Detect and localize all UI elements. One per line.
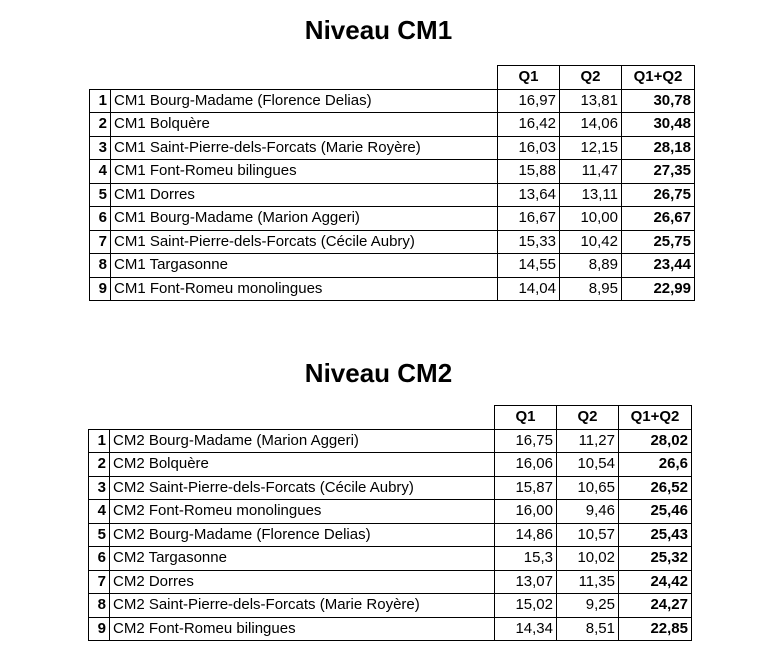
total-score-cell: 27,35 <box>622 160 695 184</box>
total-score-cell: 26,52 <box>619 476 692 500</box>
class-name-cell: CM1 Bourg-Madame (Florence Delias) <box>111 89 498 113</box>
q1-score-cell: 16,03 <box>498 136 560 160</box>
cm2-ranking-table <box>88 405 692 641</box>
rank-cell: 8 <box>89 594 110 618</box>
class-name-cell: CM1 Targasonne <box>111 254 498 278</box>
rank-cell: 4 <box>89 500 110 524</box>
table-row <box>90 160 695 184</box>
table-row <box>90 207 695 231</box>
q1-score-cell: 15,33 <box>498 230 560 254</box>
class-name-cell: CM1 Bolquère <box>111 113 498 137</box>
class-name-cell: CM1 Dorres <box>111 183 498 207</box>
q1-score-cell: 16,06 <box>495 453 557 477</box>
total-score-cell: 25,46 <box>619 500 692 524</box>
q2-score-cell: 10,54 <box>557 453 619 477</box>
q1-score-cell: 14,34 <box>495 617 557 641</box>
table-row <box>89 453 692 477</box>
q2-score-cell: 10,57 <box>557 523 619 547</box>
total-score-cell: 22,99 <box>622 277 695 301</box>
table-row <box>90 113 695 137</box>
rank-cell: 4 <box>90 160 111 184</box>
total-score-cell: 25,75 <box>622 230 695 254</box>
rank-cell: 2 <box>90 113 111 137</box>
q2-score-cell: 11,27 <box>557 429 619 453</box>
class-name-cell: CM2 Targasonne <box>110 547 495 571</box>
total-score-cell: 30,78 <box>622 89 695 113</box>
q2-score-cell: 10,42 <box>560 230 622 254</box>
header-row <box>89 406 692 430</box>
q2-score-cell: 12,15 <box>560 136 622 160</box>
class-name-cell: CM2 Dorres <box>110 570 495 594</box>
total-score-cell: 28,18 <box>622 136 695 160</box>
rank-cell: 6 <box>89 547 110 571</box>
q2-score-cell: 9,46 <box>557 500 619 524</box>
table-row <box>90 277 695 301</box>
q1-score-cell: 16,67 <box>498 207 560 231</box>
q2-score-cell: 10,65 <box>557 476 619 500</box>
header-blank <box>90 66 111 90</box>
class-name-cell: CM1 Saint-Pierre-dels-Forcats (Marie Royère) <box>111 136 498 160</box>
class-name-cell: CM2 Font-Romeu bilingues <box>110 617 495 641</box>
table-row <box>89 617 692 641</box>
q1-score-cell: 15,88 <box>498 160 560 184</box>
rank-cell: 7 <box>90 230 111 254</box>
total-score-cell: 25,43 <box>619 523 692 547</box>
cm2-title: Niveau CM2 <box>304 358 453 388</box>
header-q1: Q1 <box>498 66 560 90</box>
class-name-cell: CM2 Bourg-Madame (Marion Aggeri) <box>110 429 495 453</box>
q2-score-cell: 10,00 <box>560 207 622 231</box>
total-score-cell: 26,6 <box>619 453 692 477</box>
rank-cell: 9 <box>90 277 111 301</box>
rank-cell: 3 <box>89 476 110 500</box>
cm1-title: Niveau CM1 <box>304 15 453 45</box>
q2-score-cell: 8,95 <box>560 277 622 301</box>
header-q2: Q2 <box>560 66 622 90</box>
q1-score-cell: 14,86 <box>495 523 557 547</box>
header-total: Q1+Q2 <box>622 66 695 90</box>
table-row <box>89 429 692 453</box>
q1-score-cell: 16,75 <box>495 429 557 453</box>
total-score-cell: 28,02 <box>619 429 692 453</box>
q2-score-cell: 11,47 <box>560 160 622 184</box>
q2-score-cell: 13,11 <box>560 183 622 207</box>
table-row <box>89 523 692 547</box>
q1-score-cell: 16,97 <box>498 89 560 113</box>
table-row <box>90 254 695 278</box>
table-row <box>90 230 695 254</box>
table-row <box>90 183 695 207</box>
rank-cell: 3 <box>90 136 111 160</box>
class-name-cell: CM1 Font-Romeu monolingues <box>111 277 498 301</box>
rank-cell: 1 <box>89 429 110 453</box>
table-row <box>89 594 692 618</box>
rank-cell: 5 <box>90 183 111 207</box>
q2-score-cell: 8,89 <box>560 254 622 278</box>
total-score-cell: 23,44 <box>622 254 695 278</box>
class-name-cell: CM1 Font-Romeu bilingues <box>111 160 498 184</box>
header-blank <box>89 406 110 430</box>
header-q2: Q2 <box>557 406 619 430</box>
q1-score-cell: 13,64 <box>498 183 560 207</box>
table-row <box>89 476 692 500</box>
q1-score-cell: 15,3 <box>495 547 557 571</box>
class-name-cell: CM2 Saint-Pierre-dels-Forcats (Marie Royère) <box>110 594 495 618</box>
rank-cell: 6 <box>90 207 111 231</box>
table-row <box>90 136 695 160</box>
header-total: Q1+Q2 <box>619 406 692 430</box>
table-row <box>89 547 692 571</box>
cm1-ranking-table <box>89 65 695 301</box>
q1-score-cell: 14,04 <box>498 277 560 301</box>
class-name-cell: CM2 Saint-Pierre-dels-Forcats (Cécile Aubry) <box>110 476 495 500</box>
class-name-cell: CM1 Bourg-Madame (Marion Aggeri) <box>111 207 498 231</box>
total-score-cell: 30,48 <box>622 113 695 137</box>
q1-score-cell: 15,87 <box>495 476 557 500</box>
header-blank <box>110 406 495 430</box>
rank-cell: 8 <box>90 254 111 278</box>
q1-score-cell: 14,55 <box>498 254 560 278</box>
class-name-cell: CM2 Bourg-Madame (Florence Delias) <box>110 523 495 547</box>
rank-cell: 9 <box>89 617 110 641</box>
q2-score-cell: 9,25 <box>557 594 619 618</box>
q1-score-cell: 16,42 <box>498 113 560 137</box>
total-score-cell: 24,42 <box>619 570 692 594</box>
header-blank <box>111 66 498 90</box>
header-q1: Q1 <box>495 406 557 430</box>
rank-cell: 5 <box>89 523 110 547</box>
table-row <box>90 89 695 113</box>
q1-score-cell: 15,02 <box>495 594 557 618</box>
q1-score-cell: 13,07 <box>495 570 557 594</box>
q2-score-cell: 13,81 <box>560 89 622 113</box>
total-score-cell: 26,67 <box>622 207 695 231</box>
class-name-cell: CM1 Saint-Pierre-dels-Forcats (Cécile Aubry) <box>111 230 498 254</box>
total-score-cell: 24,27 <box>619 594 692 618</box>
rank-cell: 1 <box>90 89 111 113</box>
total-score-cell: 22,85 <box>619 617 692 641</box>
q2-score-cell: 11,35 <box>557 570 619 594</box>
q2-score-cell: 8,51 <box>557 617 619 641</box>
table-row <box>89 500 692 524</box>
class-name-cell: CM2 Font-Romeu monolingues <box>110 500 495 524</box>
table-row <box>89 570 692 594</box>
q1-score-cell: 16,00 <box>495 500 557 524</box>
q2-score-cell: 10,02 <box>557 547 619 571</box>
header-row <box>90 66 695 90</box>
rank-cell: 2 <box>89 453 110 477</box>
total-score-cell: 25,32 <box>619 547 692 571</box>
class-name-cell: CM2 Bolquère <box>110 453 495 477</box>
q2-score-cell: 14,06 <box>560 113 622 137</box>
rank-cell: 7 <box>89 570 110 594</box>
total-score-cell: 26,75 <box>622 183 695 207</box>
